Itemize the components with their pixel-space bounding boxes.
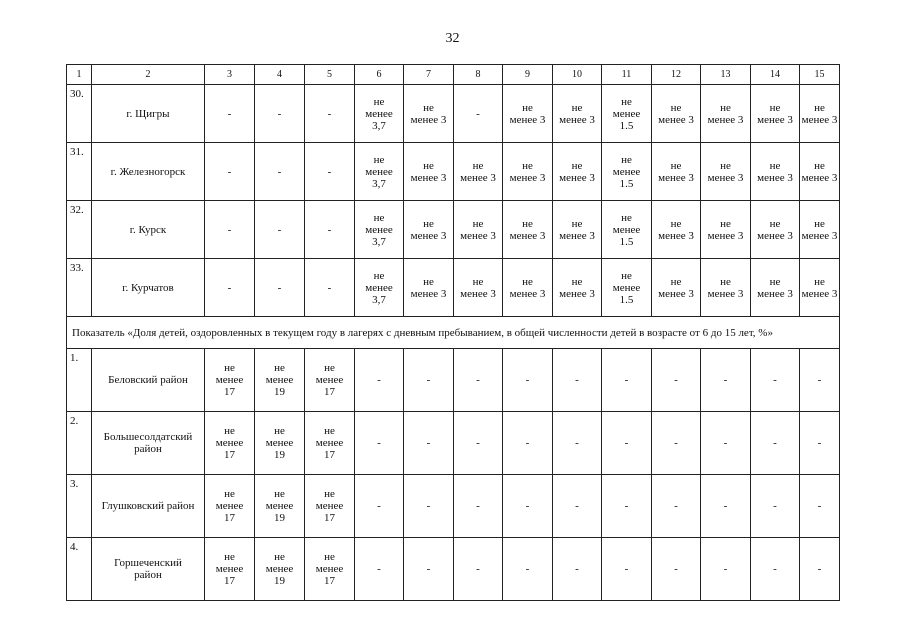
- value-cell: -: [404, 412, 454, 475]
- table-row: [67, 201, 840, 259]
- value-cell: не менее 3: [701, 259, 751, 317]
- value-cell: -: [553, 538, 602, 601]
- value-cell: -: [305, 85, 355, 143]
- value-cell: не менее 3: [503, 201, 553, 259]
- value-cell: не менее 1.5: [602, 259, 652, 317]
- column-header: 1: [67, 65, 92, 85]
- value-cell: не менее 3: [751, 259, 800, 317]
- page-number: 32: [445, 31, 460, 46]
- value-cell: -: [553, 349, 602, 412]
- row-number: 30.: [67, 85, 92, 143]
- value-cell: -: [205, 143, 255, 201]
- value-cell: не менее 3: [404, 259, 454, 317]
- value-cell: -: [355, 475, 404, 538]
- value-cell: не менее 3: [652, 85, 701, 143]
- value-cell: -: [553, 412, 602, 475]
- column-header: 14: [751, 65, 800, 85]
- value-cell: -: [255, 143, 305, 201]
- value-cell: -: [503, 349, 553, 412]
- value-cell: не менее 3: [503, 143, 553, 201]
- value-cell: не менее 19: [255, 412, 305, 475]
- value-cell: -: [652, 349, 701, 412]
- value-cell: -: [652, 538, 701, 601]
- column-header: 2: [92, 65, 205, 85]
- value-cell: не менее 3: [800, 85, 840, 143]
- value-cell: -: [255, 201, 305, 259]
- value-cell: -: [355, 412, 404, 475]
- table-row: [67, 538, 840, 601]
- value-cell: не менее 3: [751, 143, 800, 201]
- table-row: [67, 143, 840, 201]
- column-header: 3: [205, 65, 255, 85]
- value-cell: -: [751, 412, 800, 475]
- value-cell: не менее 3: [751, 201, 800, 259]
- column-header: 10: [553, 65, 602, 85]
- value-cell: не менее 17: [205, 412, 255, 475]
- value-cell: не менее 3,7: [355, 259, 404, 317]
- value-cell: не менее 3: [701, 201, 751, 259]
- value-cell: не менее 3: [503, 85, 553, 143]
- value-cell: -: [454, 538, 503, 601]
- column-header: 4: [255, 65, 305, 85]
- table-row: [67, 412, 840, 475]
- territory-name: г. Щигры: [92, 85, 205, 143]
- section-row: [67, 317, 840, 349]
- column-header: 12: [652, 65, 701, 85]
- value-cell: -: [800, 349, 840, 412]
- table-row: [67, 475, 840, 538]
- value-cell: не менее 1.5: [602, 143, 652, 201]
- header-row: [67, 65, 840, 85]
- value-cell: не менее 3,7: [355, 201, 404, 259]
- value-cell: -: [305, 143, 355, 201]
- column-header: 9: [503, 65, 553, 85]
- value-cell: -: [800, 475, 840, 538]
- value-cell: не менее 1.5: [602, 201, 652, 259]
- value-cell: -: [305, 259, 355, 317]
- row-number: 31.: [67, 143, 92, 201]
- value-cell: не менее 3: [652, 259, 701, 317]
- value-cell: -: [454, 475, 503, 538]
- column-header: 13: [701, 65, 751, 85]
- row-number: 33.: [67, 259, 92, 317]
- value-cell: не менее 3: [454, 143, 503, 201]
- value-cell: -: [701, 475, 751, 538]
- territory-name: г. Курск: [92, 201, 205, 259]
- territory-name: г. Курчатов: [92, 259, 205, 317]
- column-header: 15: [800, 65, 840, 85]
- row-number: 3.: [67, 475, 92, 538]
- value-cell: -: [404, 538, 454, 601]
- territory-name: г. Железногорск: [92, 143, 205, 201]
- value-cell: не менее 17: [205, 538, 255, 601]
- value-cell: не менее 3: [800, 259, 840, 317]
- row-number: 32.: [67, 201, 92, 259]
- value-cell: -: [602, 538, 652, 601]
- value-cell: не менее 3,7: [355, 143, 404, 201]
- value-cell: не менее 19: [255, 349, 305, 412]
- value-cell: не менее 3: [652, 143, 701, 201]
- value-cell: не менее 17: [305, 475, 355, 538]
- column-header: 11: [602, 65, 652, 85]
- value-cell: не менее 3: [652, 201, 701, 259]
- value-cell: не менее 17: [205, 475, 255, 538]
- value-cell: -: [205, 259, 255, 317]
- value-cell: не менее 3: [503, 259, 553, 317]
- value-cell: -: [751, 349, 800, 412]
- value-cell: не менее 3: [404, 201, 454, 259]
- value-cell: -: [602, 412, 652, 475]
- value-cell: -: [701, 349, 751, 412]
- value-cell: не менее 19: [255, 538, 305, 601]
- column-header: 8: [454, 65, 503, 85]
- value-cell: не менее 3: [404, 143, 454, 201]
- value-cell: не менее 3: [404, 85, 454, 143]
- value-cell: -: [602, 349, 652, 412]
- indicator-table: [66, 64, 840, 601]
- row-number: 2.: [67, 412, 92, 475]
- value-cell: не менее 3: [800, 143, 840, 201]
- value-cell: не менее 3: [553, 85, 602, 143]
- value-cell: -: [652, 475, 701, 538]
- value-cell: -: [305, 201, 355, 259]
- value-cell: не менее 3: [800, 201, 840, 259]
- value-cell: -: [355, 349, 404, 412]
- value-cell: не менее 17: [205, 349, 255, 412]
- table-row: [67, 85, 840, 143]
- value-cell: не менее 17: [305, 538, 355, 601]
- value-cell: не менее 17: [305, 349, 355, 412]
- table-body: [67, 65, 840, 601]
- value-cell: не менее 3: [751, 85, 800, 143]
- value-cell: -: [454, 349, 503, 412]
- value-cell: не менее 3: [454, 259, 503, 317]
- value-cell: -: [205, 85, 255, 143]
- value-cell: -: [800, 412, 840, 475]
- value-cell: не менее 3,7: [355, 85, 404, 143]
- value-cell: -: [454, 412, 503, 475]
- value-cell: не менее 3: [454, 201, 503, 259]
- section-title: Показатель «Доля детей, оздоровленных в текущем году в лагерях с дневным пребыванием, в общей численности детей в возрасте от 6 до 15 лет, %»: [67, 317, 840, 349]
- value-cell: -: [454, 85, 503, 143]
- value-cell: -: [503, 475, 553, 538]
- territory-name: Глушковский район: [92, 475, 205, 538]
- row-number: 1.: [67, 349, 92, 412]
- value-cell: -: [602, 475, 652, 538]
- value-cell: -: [800, 538, 840, 601]
- column-header: 5: [305, 65, 355, 85]
- value-cell: -: [255, 85, 305, 143]
- value-cell: -: [404, 475, 454, 538]
- value-cell: -: [503, 538, 553, 601]
- value-cell: не менее 3: [553, 259, 602, 317]
- value-cell: -: [255, 259, 305, 317]
- value-cell: -: [701, 538, 751, 601]
- column-header: 7: [404, 65, 454, 85]
- value-cell: не менее 3: [701, 85, 751, 143]
- value-cell: не менее 3: [553, 143, 602, 201]
- value-cell: -: [652, 412, 701, 475]
- value-cell: -: [751, 538, 800, 601]
- value-cell: -: [701, 412, 751, 475]
- territory-name: Большесолдатский район: [92, 412, 205, 475]
- value-cell: -: [205, 201, 255, 259]
- row-number: 4.: [67, 538, 92, 601]
- column-header: 6: [355, 65, 404, 85]
- value-cell: -: [751, 475, 800, 538]
- value-cell: не менее 3: [701, 143, 751, 201]
- territory-name: Беловский район: [92, 349, 205, 412]
- value-cell: -: [553, 475, 602, 538]
- value-cell: не менее 3: [553, 201, 602, 259]
- value-cell: не менее 19: [255, 475, 305, 538]
- value-cell: -: [404, 349, 454, 412]
- value-cell: не менее 17: [305, 412, 355, 475]
- territory-name: Горшеченский район: [92, 538, 205, 601]
- value-cell: -: [503, 412, 553, 475]
- value-cell: -: [355, 538, 404, 601]
- value-cell: не менее 1.5: [602, 85, 652, 143]
- table-row: [67, 349, 840, 412]
- table-row: [67, 259, 840, 317]
